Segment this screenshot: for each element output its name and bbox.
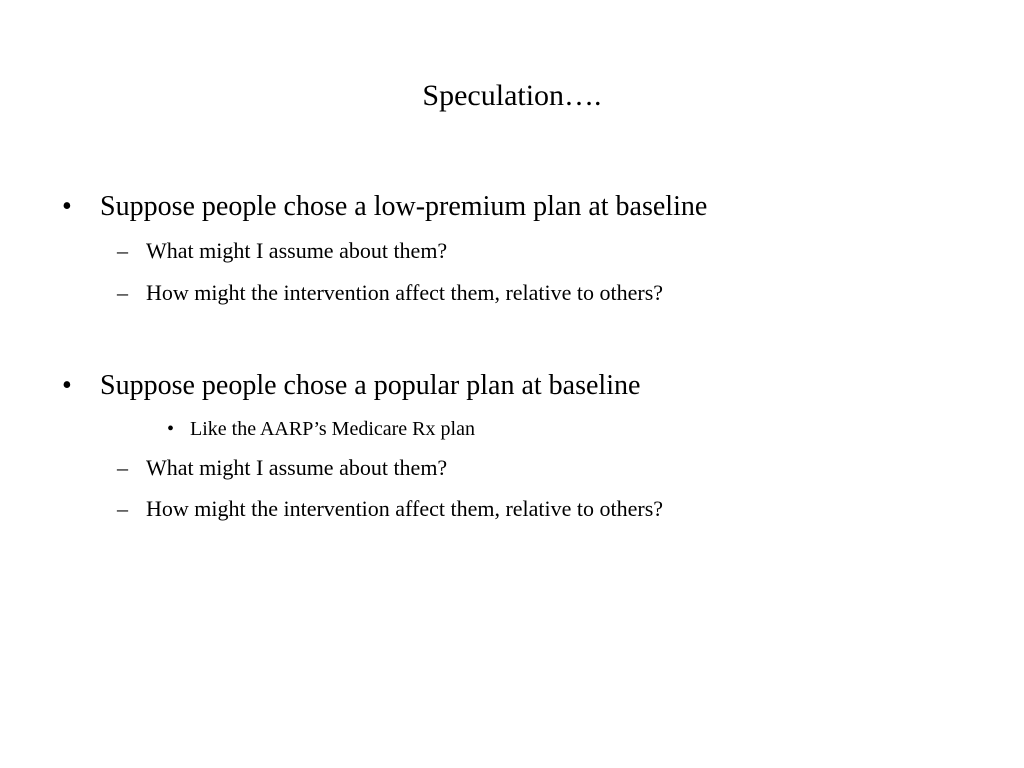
- sub-item-text: How might the intervention affect them, relative to others?: [146, 496, 664, 521]
- small-bullet-marker: •: [167, 418, 175, 440]
- bullet-text: Suppose people chose a popular plan at baseline: [100, 370, 641, 401]
- dash-marker: –: [117, 280, 128, 305]
- dash-marker: –: [117, 238, 128, 263]
- sub-item-text: What might I assume about them?: [146, 455, 448, 480]
- bullet-text: Suppose people chose a low-premium plan at baseline: [100, 191, 708, 222]
- slide-title: Speculation….: [422, 79, 602, 112]
- dash-marker: –: [117, 455, 128, 480]
- sub-item-text: What might I assume about them?: [146, 238, 448, 263]
- dash-marker: –: [117, 496, 128, 521]
- sub-item-text: How might the intervention affect them, relative to others?: [146, 280, 664, 305]
- bullet-marker: •: [62, 370, 72, 401]
- bullet-marker: •: [62, 191, 72, 222]
- sub-sub-item-text: Like the AARP’s Medicare Rx plan: [190, 418, 475, 440]
